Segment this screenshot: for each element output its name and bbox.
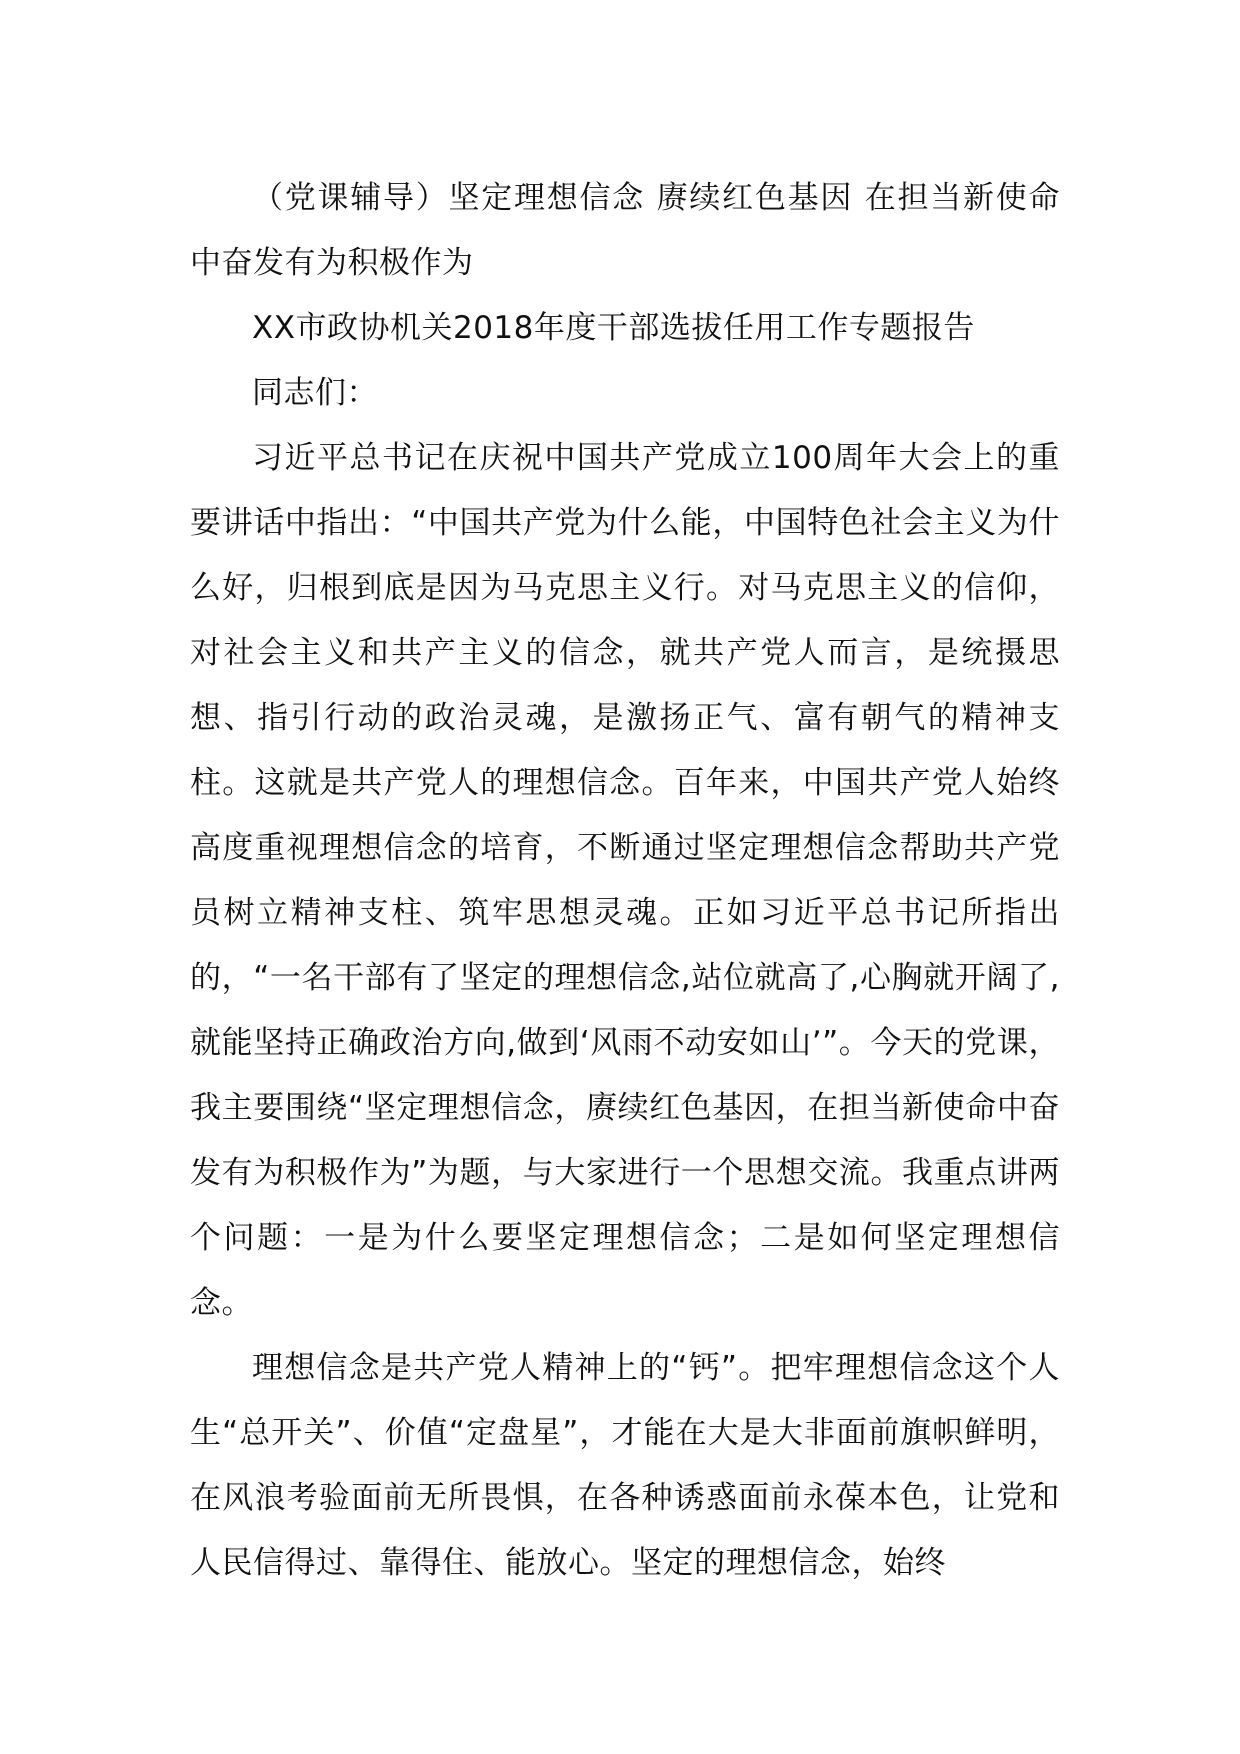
- salutation: 同志们：: [252, 375, 378, 411]
- document-title: （党课辅导）坚定理想信念 赓续红色基因 在担当新使命中奋发有为积极作为: [190, 180, 1060, 281]
- body-paragraph: 习近平总书记在庆祝中国共产党成立100周年大会上的重要讲话中指出：“中国共产党为什么能，中国特色社会主义为什么好，归根到底是因为马克思主义行。对马克思主义的信仰，对社会主义和共产主义的信念，就共产党人而言，是统摄思想、指引行动的政治灵魂，是激扬正气、富有朝气的精神支柱。这就是共产党人的理想信念。百年来，中国共产党人始终高度重视理想信念的培育，不断通过坚定理想信念帮助共产党员树立精神支柱、筑牢思想灵魂。正如习近平总书记所指出的，“一名干部有了坚定的理想信念,站位就高了,心胸就开阔了,就能坚持正确政治方向,做到‘风雨不动安如山’”。今天的党课，我主要围绕“坚定理想信念，赓续红色基因，在担当新使命中奋发有为积极作为”为题，与大家进行一个思想交流。我重点讲两个问题：一是为什么要坚定理想信念；二是如何坚定理想信念。: [190, 440, 1060, 1321]
- document-body: [190, 166, 1060, 1596]
- document-subtitle: XX市政协机关2018年度干部选拔任用工作专题报告: [252, 310, 975, 346]
- body-paragraph: 理想信念是共产党人精神上的“钙”。把牢理想信念这个人生“总开关”、价值“定盘星”，才能在大是大非面前旗帜鲜明，在风浪考验面前无所畏惧，在各种诱惑面前永葆本色，让党和人民信得过、靠得住、能放心。坚定的理想信念，始终: [190, 1350, 1060, 1581]
